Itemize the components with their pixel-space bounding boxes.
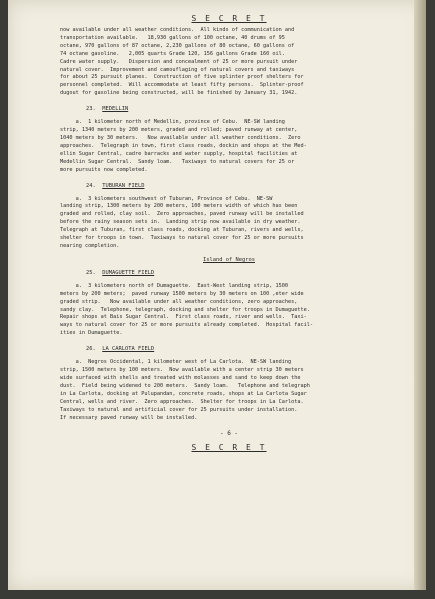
document-body: [60, 14, 398, 452]
text-line: 74 octane gasoline. 2,005 quarts Grade 120, 156 gallons Grade 160 oil.: [60, 50, 285, 57]
section-heading-medellin: [86, 105, 398, 113]
text-line: strip, 1340 meters by 200 meters, graded and rolled; paved runway at center,: [60, 127, 298, 134]
section-number: 24.: [86, 182, 96, 189]
text-line: transportation available. 18,930 gallons of 100 octane, 40 drums of 95: [60, 34, 285, 41]
section-title: MEDELLIN: [102, 106, 129, 113]
text-line: Taxiways to natural and artificial cover for 25 pursuits under installation.: [60, 406, 298, 413]
text-line: Medellin Sugar Central. Sandy loam. Taxiways to natural covers for 25 or: [60, 158, 295, 165]
classification-header: S E C R E T: [191, 14, 267, 23]
text-line: ellin Sugar Central, cadre barracks and water supply, hospital facilities at: [60, 150, 298, 157]
section-title: LA CARLOTA FIELD: [102, 346, 155, 353]
document-page: [8, 0, 426, 590]
text-line: octane, 970 gallons of 87 octane, 2,230 gallons of 80 octane, 60 gallons of: [60, 42, 295, 49]
text-line: in La Carlota, docking at Pulupandan, concrete roads, shops at La Carlota Sugar: [60, 390, 307, 397]
text-line: shelter for troops in town. Taxiways to natural cover for 25 or more pursuits: [60, 235, 304, 242]
text-line: a. 3 kilometers north of Dumaguette. East-West landing strip, 1500: [60, 282, 288, 289]
text-line: sandy clay. Telephone, telegraph, docking and shelter for troops in Dumaguette.: [60, 306, 310, 313]
section-title: DUMAGUETTE FIELD: [102, 269, 155, 276]
text-line: 1040 meters by 30 meters. Now available under all weather conditions. Zero: [60, 134, 301, 141]
section-number: 25.: [86, 269, 96, 276]
section-number: 23.: [86, 106, 96, 113]
text-line: for about 25 pursuit planes. Construction of five splinter proof shelters for: [60, 74, 304, 81]
section-heading-tuburan: [86, 182, 398, 190]
text-line: approaches. Telegraph in town, first class roads, dockin and shops at the Med-: [60, 142, 307, 149]
section-body-la-carlota: [60, 359, 398, 422]
text-line: meters by 200 meters; paved runway 1500 meters by 30 meters on 100 ,eter wide: [60, 290, 304, 297]
text-line: before the rainy season sets in. Landing strip now available in dry weather.: [60, 219, 301, 226]
text-line: a. 1 kilometer north of Medellin, province of Cebu. NE-SW landing: [60, 119, 285, 126]
section-body-tuburan: [60, 196, 398, 251]
text-line: If necessary paved runway will be installed.: [60, 414, 198, 421]
section-body-medellin: [60, 119, 398, 174]
text-line: Telegraph at Tuburan, first class roads, docking at Tuburan, rivers and wells,: [60, 227, 304, 234]
text-line: landing strip, 1300 meters by 200 meters, 100 meters width of which has been: [60, 203, 298, 210]
text-line: Central, wells and river. Zero approaches. Shelter for troops in La Carlota.: [60, 398, 304, 405]
text-line: personnel completed. Will accommodate at least fifty persons. Splinter-proof: [60, 82, 304, 89]
text-line: Repair shops at Bais Sugar Central. First class roads, river and wells. Taxi-: [60, 314, 307, 321]
section-heading-la-carlota: [86, 345, 398, 353]
text-line: dugout for gasoline being constructed, will be finished by January 31, 1942.: [60, 90, 298, 97]
text-line: graded strip. Now available under all weather conditions, zero approaches,: [60, 298, 298, 305]
text-line: ways to natural cover for 25 or more pursuits already completed. Hospital facil-: [60, 322, 313, 329]
text-line: more pursuits now completed.: [60, 166, 148, 173]
text-line: strip, 1500 meters by 100 meters. Now available with a center strip 30 meters: [60, 367, 304, 374]
text-line: dust. Field being widened to 200 meters. Sandy loam. Telephone and telegraph: [60, 382, 310, 389]
classification-footer: S E C R E T: [191, 443, 267, 453]
text-line: nearing completion.: [60, 242, 120, 249]
text-line: a. Negros Occidental, 1 kilometer west of La Carlota. NE-SW landing: [60, 359, 292, 366]
section-body-dumaguette: [60, 283, 398, 338]
intro-paragraph: [60, 27, 398, 98]
text-line: natural cover. Improvement and camouflaging of natural covers and taxiways: [60, 66, 295, 73]
section-title: TUBURAN FIELD: [102, 182, 145, 189]
text-line: wide surfaced with shells and treated with molasses and sand to keep down the: [60, 375, 301, 381]
text-line: Cadre water supply. Dispersion and concealment of 25 or more pursuit under: [60, 58, 298, 65]
section-heading-dumaguette: [86, 269, 398, 277]
text-line: now available under all weather conditions. All kinds of communication and: [60, 27, 295, 33]
page-edge-shadow: [414, 0, 426, 590]
island-heading: Island of Negros: [203, 256, 255, 263]
section-number: 26.: [86, 346, 96, 353]
text-line: graded and rolled, clay soil. Zero approaches, paved runway will be installed: [60, 211, 304, 218]
page-number: - 6 -: [219, 430, 239, 438]
text-line: a. 3 kilometers southwest of Tuburan, Province of Cebu. NE-SW: [60, 195, 273, 202]
text-line: ities in Dumaguette.: [60, 330, 123, 337]
